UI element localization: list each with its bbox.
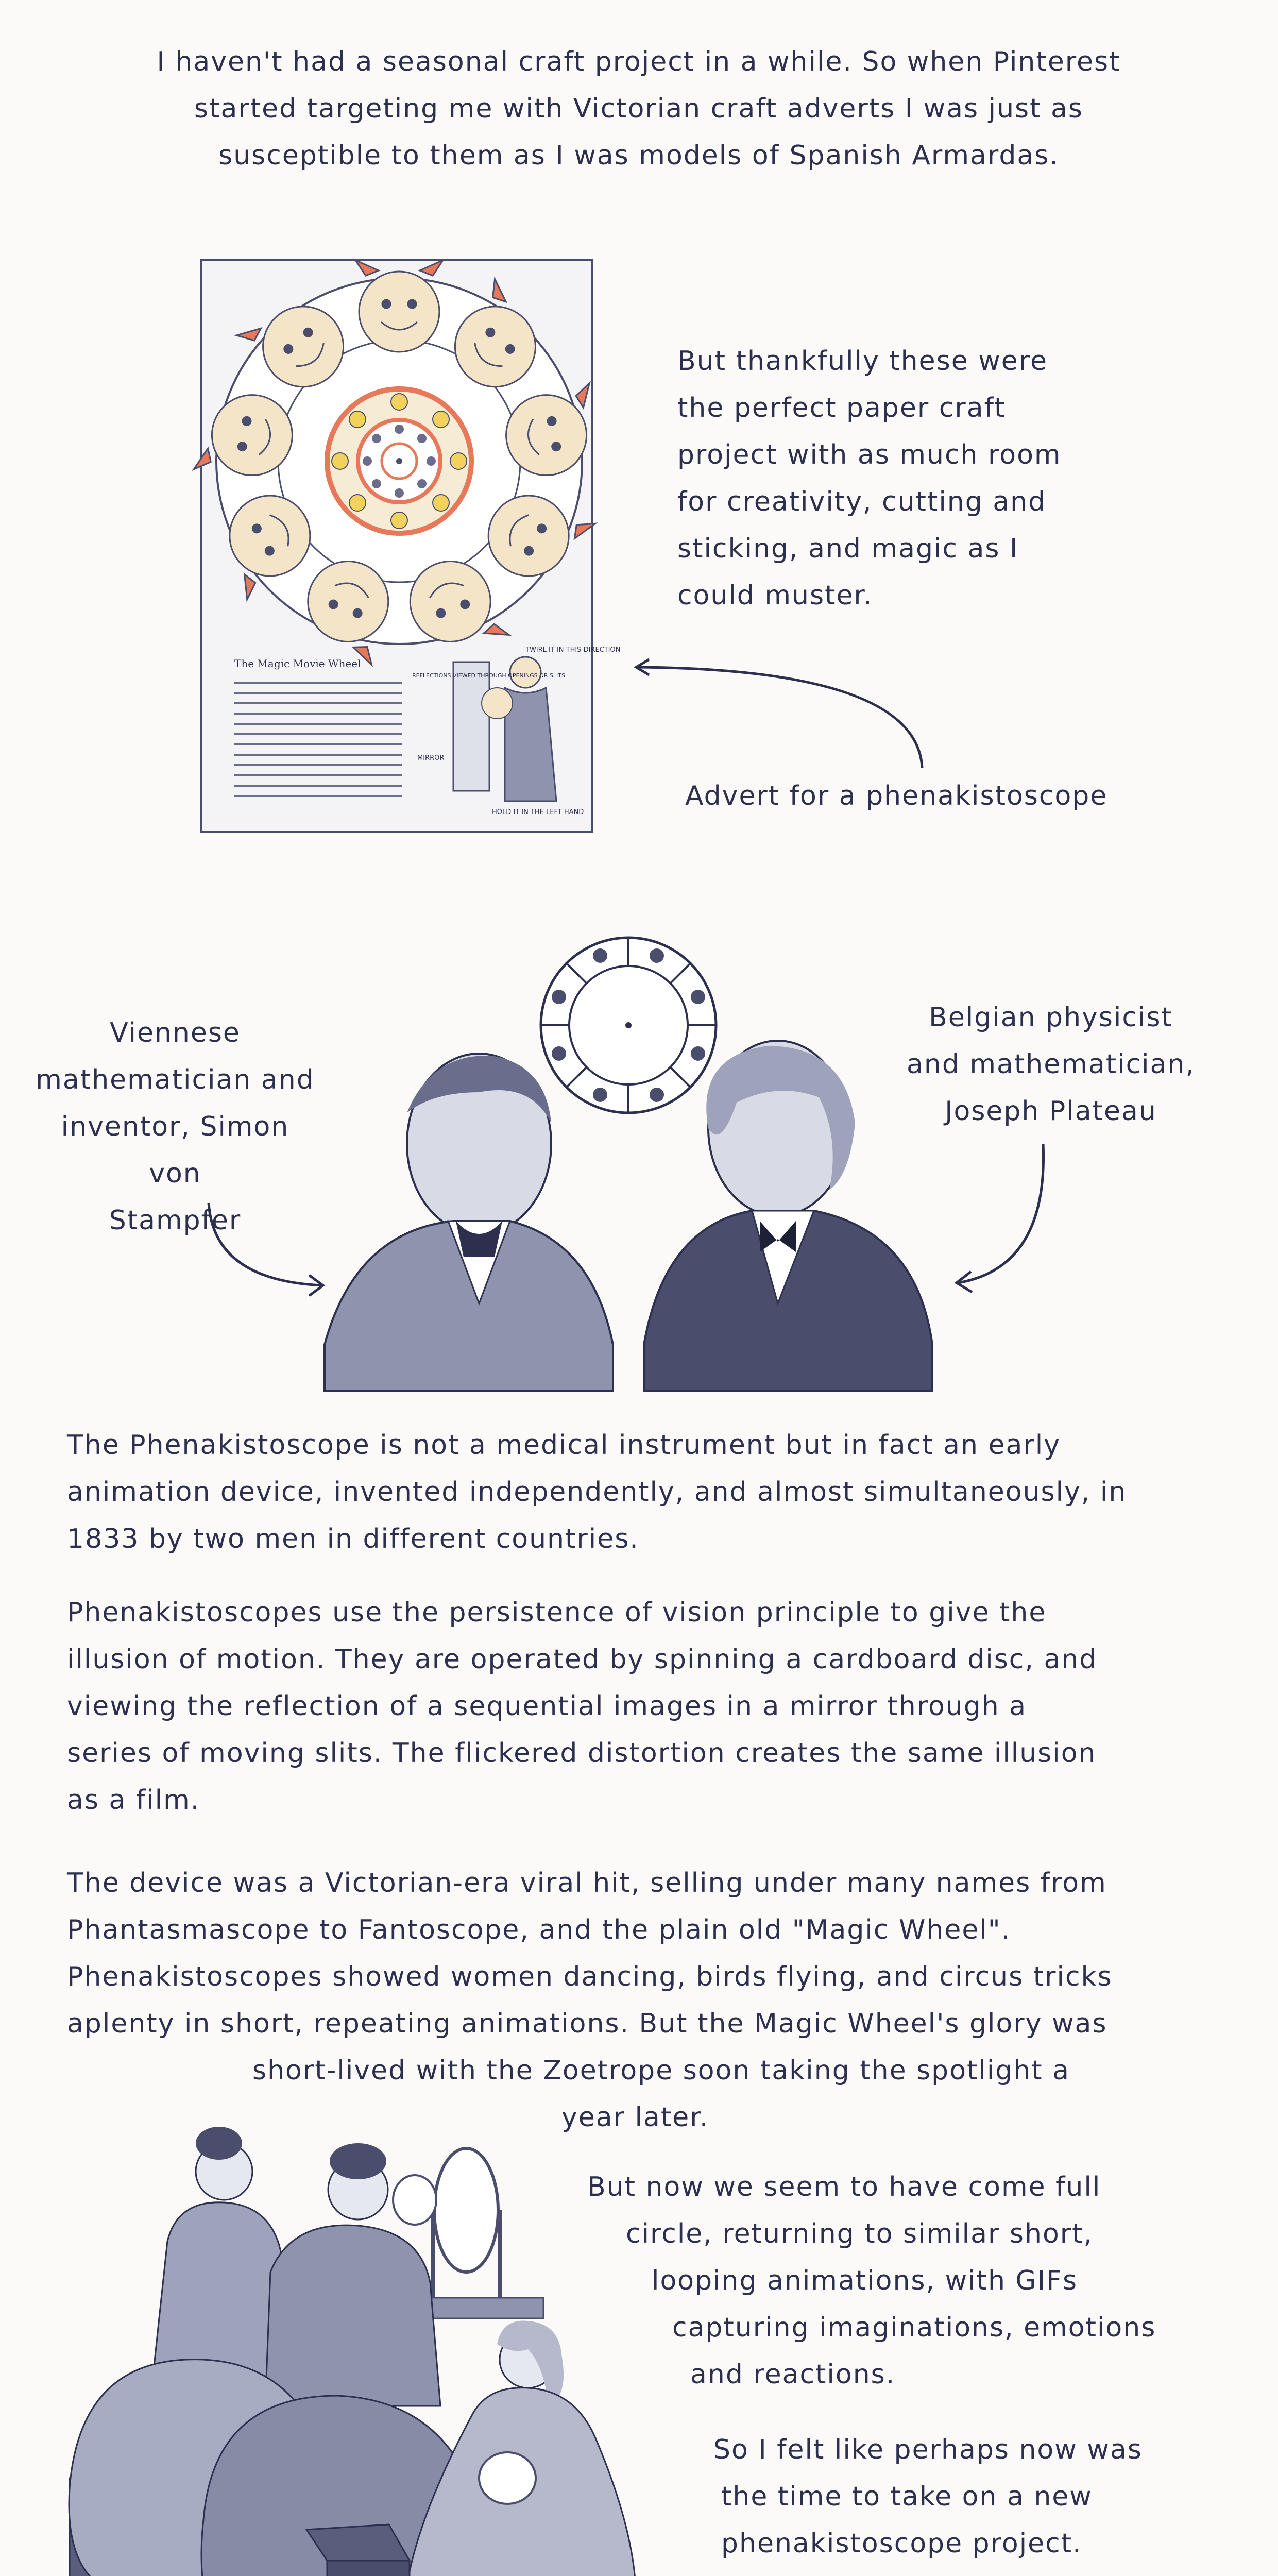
paragraph-2: [67, 1589, 1226, 1824]
paragraph-line: series of moving slits. The flickered distortion creates the same illusion: [67, 1738, 1097, 1769]
caption-line: inventor, Simon von: [61, 1111, 289, 1189]
phenakistoscope-advert-illustration: [196, 255, 621, 837]
paragraph-5: [713, 2427, 1229, 2567]
paragraph-line: and reactions.: [690, 2359, 896, 2390]
paragraph-line: Phantasmascope to Fantoscope, and the plain old "Magic Wheel".: [67, 1914, 1011, 1945]
poster-note: REFLECTIONS VIEWED THROUGH OPENINGS OR SLITS: [412, 672, 565, 679]
paragraph-line: capturing imaginations, emotions: [672, 2312, 1156, 2343]
paragraph-3: [67, 1860, 1226, 2141]
advert-caption: Advert for a phenakistoscope: [685, 781, 1108, 811]
paragraph-line: So I felt like perhaps now was: [713, 2434, 1143, 2465]
curved-arrow-left-icon: [203, 1198, 332, 1296]
side-line: sticking, and magic as I: [677, 533, 1019, 564]
caption-line: mathematician and: [36, 1064, 315, 1095]
intro-line: susceptible to them as I was models of Spanish Armardas.: [218, 140, 1059, 171]
intro-line: started targeting me with Victorian craft adverts I was just as: [194, 93, 1083, 124]
paragraph-4: [587, 2164, 1205, 2398]
paragraph-line: illusion of motion. They are operated by spinning a cardboard disc, and: [67, 1644, 1098, 1675]
side-line: the perfect paper craft: [677, 393, 1006, 423]
paragraph-line: Phenakistoscopes showed women dancing, birds flying, and circus tricks: [67, 1961, 1113, 1992]
paragraph-line: Phenakistoscopes use the persistence of vision principle to give the: [67, 1597, 1047, 1628]
poster-note: MIRROR: [417, 754, 445, 762]
advert-side-text: [677, 338, 1141, 619]
caption-line: Joseph Plateau: [945, 1096, 1157, 1127]
paragraph-line: But now we seem to have come full: [587, 2172, 1101, 2202]
poster-note: TWIRL IT IN THIS DIRECTION: [525, 646, 621, 654]
curved-arrow-right-icon: [950, 1139, 1053, 1293]
side-line: could muster.: [677, 580, 873, 611]
paragraph-line: circle, returning to similar short,: [626, 2218, 1094, 2249]
paragraph-line: year later.: [561, 2102, 709, 2133]
paragraph-line: short-lived with the Zoetrope soon taking the spotlight a: [252, 2055, 1070, 2086]
poster-note: HOLD IT IN THE LEFT HAND: [492, 808, 584, 816]
intro-text: [77, 39, 1200, 179]
intro-line: I haven't had a seasonal craft project in a while. So when Pinterest: [157, 46, 1121, 77]
side-line: project with as much room: [677, 439, 1062, 470]
caption-line: Stampfer: [109, 1205, 242, 1236]
caption-line: Belgian physicist: [929, 1002, 1173, 1033]
poster-heading: The Magic Movie Wheel: [234, 657, 361, 670]
caption-line: Viennese: [110, 1018, 241, 1048]
paragraph-line: The Phenakistoscope is not a medical instrument but in fact an early: [67, 1430, 1061, 1461]
side-line: But thankfully these were: [677, 346, 1048, 377]
caption-line: and mathematician,: [907, 1049, 1195, 1080]
paragraph-line: The device was a Victorian-era viral hit, selling under many names from: [67, 1868, 1107, 1899]
paragraph-line: viewing the reflection of a sequential images in a mirror through a: [67, 1691, 1027, 1722]
paragraph-line: animation device, invented independently, and almost simultaneously, in: [67, 1477, 1127, 1507]
paragraph-line: as a film.: [67, 1785, 200, 1816]
curved-arrow-icon: [628, 654, 943, 773]
paragraph-line: 1833 by two men in different countries.: [67, 1523, 639, 1554]
paragraph-line: aplenty in short, repeating animations. But the Magic Wheel's glory was: [67, 2008, 1107, 2039]
paragraph-line: the time to take on a new: [721, 2481, 1093, 2512]
paragraph-1: [67, 1422, 1226, 1563]
side-line: for creativity, cutting and: [677, 486, 1047, 517]
inventor-portraits-illustration: [325, 1036, 943, 1391]
paragraph-line: phenakistoscope project.: [721, 2528, 1082, 2559]
paragraph-line: looping animations, with GIFs: [652, 2265, 1078, 2296]
